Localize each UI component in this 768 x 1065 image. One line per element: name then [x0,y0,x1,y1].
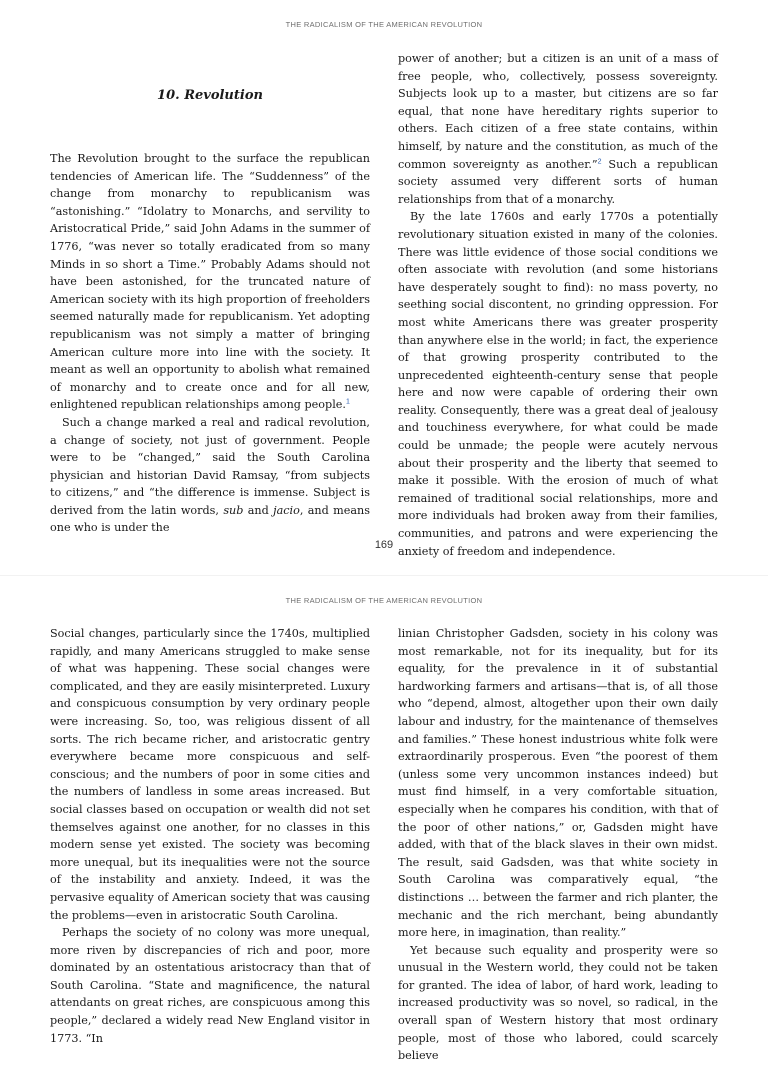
running-head: THE RADICALISM OF THE AMERICAN REVOLUTION [285,596,483,605]
footnote-link-2[interactable]: 2 [597,157,602,165]
paragraph [398,50,718,208]
page2-left-column [50,625,370,1047]
paragraph: linian Christopher Gadsden, society in his colony was most remarkable, not for its inequality, but for its equality, for the prevalence in it of substantial hardworking farmers and artisans—that is, of all those who “depend, almost, altogether upon their own daily labour and industry, for the maintenance of themselves and families.” These honest industrious white folk were extraordinarily prosperous. Even “the poorest of them (unless some very uncommon instances indeed) but must find himself, in a very comfortable situation, especially when he compares his condition, with that of the poor of other nations,” or, Gadsden might have added, with that of the black slaves in their own midst. The result, said Gadsden, was that white society in South Carolina was comparatively equal, “the distinctions … between the farmer and rich planter, the mechanic and the rich merchant, being abundantly more here, in imagination, than reality.” [398,627,718,940]
paragraph-text: , and means one who is under the [50,503,370,535]
paragraph-text: Such a change marked a real and radical revolution, a change of society, not just of government. People were to be “changed,” said the South Carolina physician and historian David Ramsay, “from subjects to citizens,” and “the difference is immense. Subject is derived from the latin words, [50,415,370,517]
paragraph [50,150,370,414]
running-head: THE RADICALISM OF THE AMERICAN REVOLUTION [285,20,483,29]
latin-word: jacio [273,503,300,517]
page-divider [0,575,768,576]
paragraph-text: and [243,503,274,517]
paragraph: Yet because such equality and prosperity were so unusual in the Western world, they could not be taken for granted. The idea of labor, of hard work, leading to increased productivity was so novel, so radical, in the overall span of Western history that most ordinary people, most of those who labored, could scarcely believe [398,943,718,1063]
paragraph-text: The Revolution brought to the surface the republican tendencies of American life. The “Suddenness” of the change from monarchy to republicanism was “astonishing.” “Idolatry to Monarchs, and servility to Aristocratical Pride,” said John Adams in the summer of 1776, “was never so totally eradicated from so many Minds in so short a Time.” Probably Adams should not have been astonished, for the truncated nature of American society with its high proportion of freeholders seemed naturally made for republicanism. Yet adopting republicanism was not simply a matter of bringing American culture more into line with the society. It meant as well an opportunity to abolish what remained of monarchy and to create once and for all new, enlightened republican relationships among people. [50,152,370,412]
page1-right-column [398,50,718,560]
paragraph-text: Such a republican society assumed very different sorts of human relationships from that of a monarchy. [398,157,718,206]
page1-left-column [50,150,370,537]
paragraph [50,414,370,537]
chapter-title: 10. Revolution [157,88,263,103]
page2-right-column [398,625,718,1065]
paragraph: Perhaps the society of no colony was more unequal, more riven by discrepancies of rich and poor, more dominated by an ostentatious aristocracy than that of South Carolina. “State and magnificence, the natural attendants on great riches, are conspicuous among this people,” declared a widely read New England visitor in 1773. “In [50,926,370,1045]
footnote-link-1[interactable]: 1 [345,398,350,406]
paragraph-text: power of another; but a citizen is an unit of a mass of free people, who, collectively, possess sovereignty. Subjects look up to a master, but citizens are so far equal, that none have hereditary rights superior to others. Each citizen of a free state contains, within himself, by nature and the constitution, as much of the common sovereignty as another.” [398,52,718,171]
latin-word: sub [223,503,244,517]
paragraph: Social changes, particularly since the 1740s, multiplied rapidly, and many Americans struggled to make sense of what was happening. These social changes were complicated, and they are easily misinterpreted. Luxury and conspicuous consumption by very ordinary people were increasing. So, too, was religious dissent of all sorts. The rich became richer, and aristocratic gentry everywhere became more conspicuous and self-conscious; and the numbers of poor in some cities and the numbers of landless in some areas increased. But social classes based on occupation or wealth did not set themselves against one another, for no classes in this modern sense yet existed. The society was becoming more unequal, but its inequalities were not the source of the instability and anxiety. Indeed, it was the pervasive equality of American society that was causing the problems—even in aristocratic South Carolina. [50,627,370,922]
paragraph: By the late 1760s and early 1770s a potentially revolutionary situation existed in many of the colonies. There was little evidence of those social conditions we often associate with revolution (and some historians have desperately sought to find): no mass poverty, no seething social discontent, no grinding oppression. For most white Americans there was greater prosperity than anywhere else in the world; in fact, the experience of that growing prosperity contributed to the unprecedented eighteenth-century sense that people here and now were capable of ordering their own reality. Consequently, there was a great deal of jealousy and touchiness everywhere, for what could be made could be unmade; the people were acutely nervous about their prosperity and the liberty that seemed to make it possible. With the erosion of much of what remained of traditional social relationships, more and more individuals had broken away from their families, communities, and patrons and were experiencing the anxiety of freedom and independence. [398,210,718,558]
page-number: 169 [374,539,394,551]
